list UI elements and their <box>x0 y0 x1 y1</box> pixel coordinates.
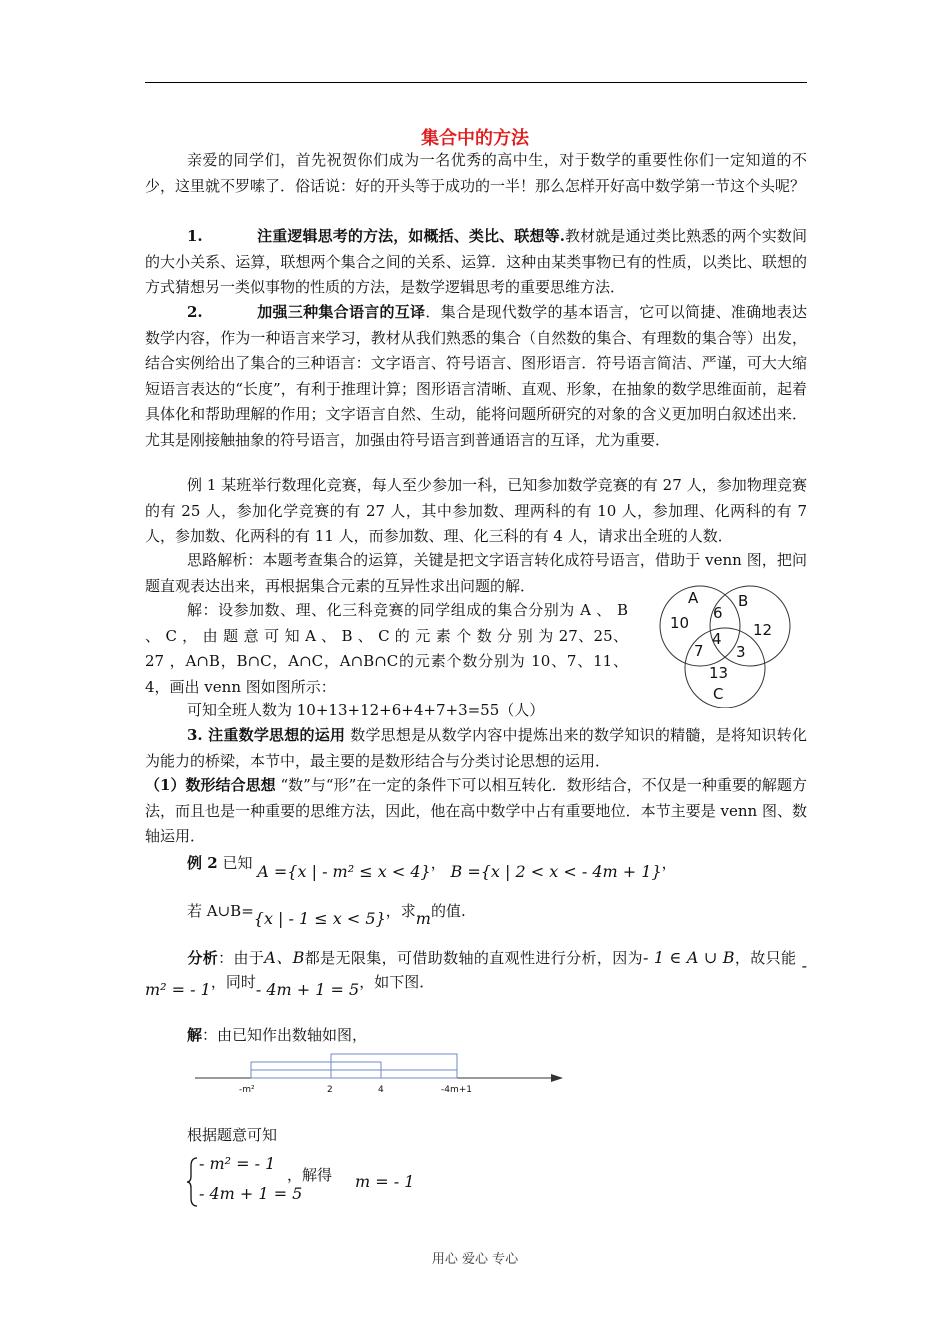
venn-region-ac: 7 <box>694 642 704 660</box>
venn-label-c: C <box>713 685 724 703</box>
comma: ， <box>430 854 446 872</box>
example-2-given: 已知 <box>222 854 253 872</box>
venn-region-c-only: 13 <box>709 664 729 682</box>
number-line <box>195 1048 570 1100</box>
variable-m: m <box>415 909 431 928</box>
left-brace <box>187 1156 199 1208</box>
section-2-number: 2. <box>187 303 203 321</box>
axis-tick-2: 2 <box>327 1085 333 1095</box>
membership-expression: - 1 ∈ A ∪ B <box>643 948 735 967</box>
section-2-text: ．集合是现代数学的基本语言，它可以简捷、准确地表达数学内容，作为一种语言来学习，教材从我们熟悉的集合（自然数的集合、有理数的集合等）出发，结合实例给出了集合的三种语言：文字语言、符号语言、图形语言．符号语言简洁、严谨，可大大缩短语言表达的“长度”，有利于推理计算；图形语言清晰、直观、形象，在抽象的数学思维面前，起着具体化和帮助理解的作用；文字语言自然、生动，能将问题所研究的对象的含义更加明白叙述出来．尤其是刚接触抽象的符号语言，加强由符号语言到普通语言的互译，尤为重要． <box>145 303 807 449</box>
solve-text: ，解得 <box>287 1166 333 1184</box>
example-1-total: 可知全班人数为 10+13+12+6+4+7+3=55（人） <box>187 701 545 719</box>
section-1-heading: 注重逻辑思考的方法，如概括、类比、联想等. <box>257 227 565 245</box>
ask-text: ，求 <box>385 902 416 920</box>
axis-tick-4: 4 <box>378 1085 384 1095</box>
section-3-1-text: “数”与“形”在一定的条件下可以相互转化．数形结合，不仅是一种重要的解题方法，而且也是一种重要的思维方法，因此，他在高中数学中占有重要地位．本节主要是 venn 图、数轴运用． <box>145 776 807 845</box>
page-footer: 用心 爱心 专心 <box>431 1252 519 1267</box>
analysis-part-1: ：由于 <box>218 949 265 967</box>
top-rule <box>145 82 807 83</box>
example-2-label: 例 2 <box>187 854 218 872</box>
equation-1: - m² = - 1 <box>145 956 807 999</box>
final-answer: m = - 1 <box>355 1172 415 1191</box>
section-3-1-paragraph <box>145 773 807 850</box>
analysis-part-3: ，故只能 <box>734 949 797 967</box>
section-1-number: 1. <box>187 227 203 245</box>
section-3-paragraph <box>145 723 807 774</box>
see-figure-text: ，如下图． <box>359 973 435 991</box>
example-1-problem: 例 1 某班举行数理化竞赛，每人至少参加一科，已知参加数学竞赛的有 27 人，参加物理竞赛的有 25 人，参加化学竞赛的有 27 人，其中参加数、理两科的有 10 人，参加理、化两科的有 7 人，参加数、化两科的有 11 人，而参加数、理、化三科的有 4 人，请求出全班的人数． <box>145 476 807 545</box>
section-2-heading: 加强三种集合语言的互译 <box>257 303 426 321</box>
condition-text: 若 A∪B= <box>187 902 254 920</box>
sets-ab: A、B <box>264 948 305 967</box>
axis-tick-neg-m-squared: -m² <box>239 1085 255 1095</box>
axis-tick-neg-4m-plus-1: -4m+1 <box>441 1085 473 1095</box>
set-a-definition: A ={x | - m² ≤ x < 4} <box>257 862 431 881</box>
section-3-1-heading: （1）数形结合思想 <box>145 776 276 794</box>
solution-text: ：由已知作出数轴如图， <box>202 1026 368 1044</box>
equation-2: - 4m + 1 = 5 <box>255 980 360 999</box>
same-time-text: ，同时 <box>210 973 256 991</box>
section-2-paragraph <box>145 300 807 453</box>
system-equation-1: - m² = - 1 <box>199 1154 276 1173</box>
example-2-statement <box>187 852 677 881</box>
venn-region-a-only: 10 <box>670 614 690 632</box>
venn-region-abc: 4 <box>712 630 722 648</box>
analysis-part-2: 都是无限集，可借助数轴的直观性进行分析，因为 <box>304 949 644 967</box>
venn-region-ab: 6 <box>713 604 723 622</box>
ask-end-text: 的值. <box>430 902 466 920</box>
example-2-solution <box>187 1024 367 1045</box>
section-3-heading: 3. 注重数学思想的运用 <box>187 726 346 744</box>
venn-diagram <box>650 578 800 708</box>
section-1-text: 教材就是通过类比熟悉的两个实数间的大小关系、运算，联想两个集合之间的关系、运算．这种由某类事物已有的性质，以类比、联想的方式猜想另一类似事物的性质的方法，是数学逻辑思考的重要思维方法． <box>145 227 807 296</box>
union-set: {x | - 1 ≤ x < 5} <box>253 909 386 928</box>
page-title: 集合中的方法 <box>421 128 529 149</box>
venn-region-bc: 3 <box>736 643 746 661</box>
solution-label: 解 <box>187 1026 203 1044</box>
analysis-label: 分析 <box>187 949 219 967</box>
venn-label-b: B <box>738 592 749 610</box>
section-1-paragraph <box>145 224 807 301</box>
venn-label-a: A <box>688 589 699 607</box>
example-2-condition <box>187 900 466 928</box>
comma: ， <box>661 854 677 872</box>
example-1-solution: 解：设参加数、理、化三科竞赛的同学组成的集合分别为 A 、 B 、 C ， 由 题 意 可 知 A 、 B 、 C 的 元 素 个 数 分 别 为 27、25、27 ，A∩B，B∩C，A∩C，A∩B∩C的元素个数分别为 10、7、11、4，画出 venn 图如图所示： <box>145 601 628 696</box>
section-3-text: 数学思想是从数学内容中提炼出来的数学知识的精髓，是将知识转化为能力的桥梁，本节中，最主要的是数形结合与分类讨论思想的运用． <box>145 726 807 770</box>
known-text: 根据题意可知 <box>187 1126 278 1144</box>
intro-paragraph: 亲爱的同学们，首先祝贺你们成为一名优秀的高中生，对于数学的重要性你们一定知道的不少，这里就不罗嗦了．俗话说：好的开头等于成功的一半！那么怎样开好高中数学第一节这个头呢？ <box>145 151 807 195</box>
equation-system <box>187 1152 487 1212</box>
example-2-analysis <box>145 946 807 999</box>
example-1-analysis: 思路解析：本题考查集合的运算，关键是把文字语言转化成符号语言，借助于 venn 图，把问题直观表达出来，再根据集合元素的互异性求出问题的解． <box>145 551 807 595</box>
venn-region-b-only: 12 <box>753 621 773 639</box>
set-b-definition: B ={x | 2 < x < - 4m + 1} <box>450 862 662 881</box>
system-equation-2: - 4m + 1 = 5 <box>199 1184 303 1203</box>
